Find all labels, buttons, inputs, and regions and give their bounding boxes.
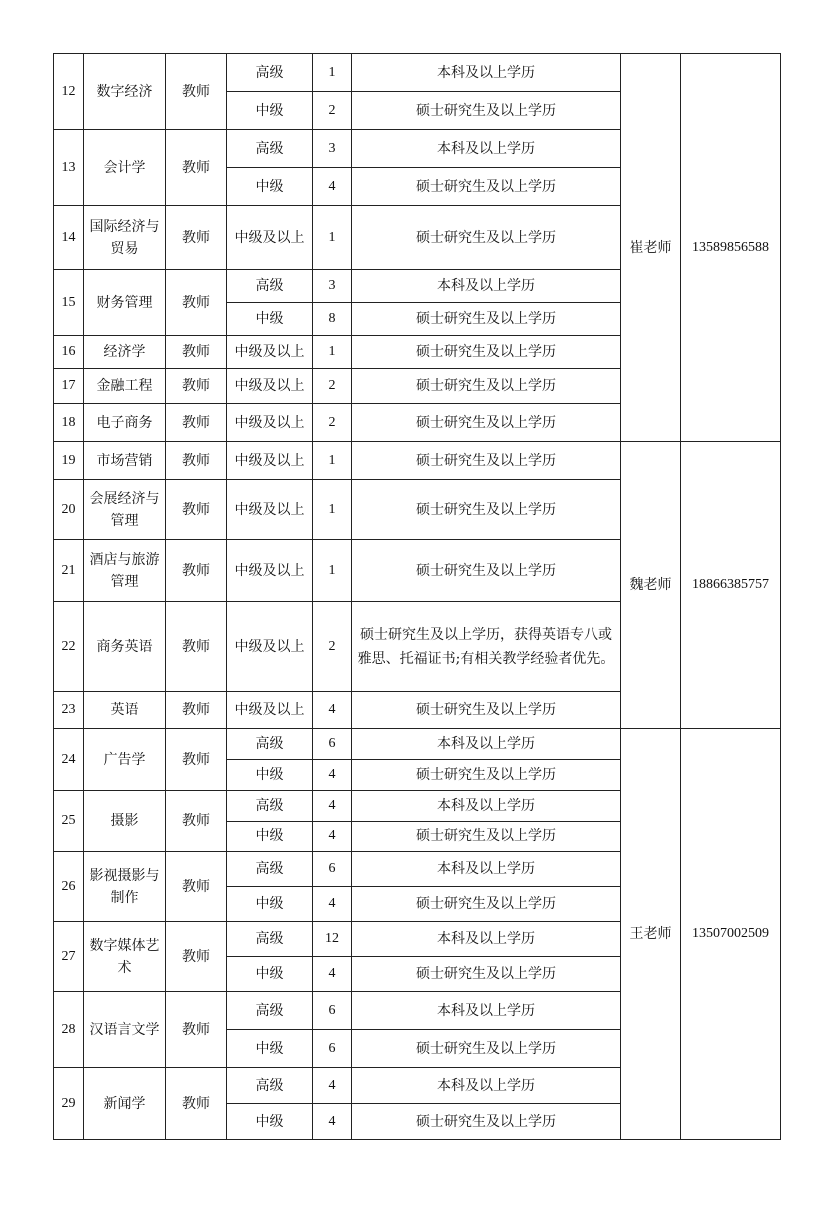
- row-number: 27: [54, 922, 84, 992]
- title-level: 中级及以上: [227, 369, 313, 404]
- education-requirement: 本科及以上学历: [352, 992, 621, 1030]
- position-title: 教师: [166, 692, 227, 729]
- headcount: 4: [313, 887, 352, 922]
- row-number: 18: [54, 404, 84, 442]
- headcount: 4: [313, 692, 352, 729]
- position-title: 教师: [166, 336, 227, 369]
- education-requirement: 硕士研究生及以上学历: [352, 303, 621, 336]
- education-requirement: 硕士研究生及以上学历: [352, 404, 621, 442]
- title-level: 高级: [227, 791, 313, 822]
- position-title: 教师: [166, 729, 227, 791]
- education-requirement: 本科及以上学历: [352, 1068, 621, 1104]
- major-name: 国际经济与贸易: [84, 206, 166, 270]
- row-number: 22: [54, 602, 84, 692]
- title-level: 高级: [227, 729, 313, 760]
- headcount: 4: [313, 821, 352, 852]
- position-title: 教师: [166, 404, 227, 442]
- row-number: 20: [54, 480, 84, 540]
- education-requirement: 本科及以上学历: [352, 729, 621, 760]
- row-number: 13: [54, 130, 84, 206]
- headcount: 6: [313, 852, 352, 887]
- row-number: 24: [54, 729, 84, 791]
- position-title: 教师: [166, 992, 227, 1068]
- headcount: 2: [313, 92, 352, 130]
- title-level: 中级及以上: [227, 692, 313, 729]
- position-title: 教师: [166, 791, 227, 852]
- education-requirement: 本科及以上学历: [352, 852, 621, 887]
- headcount: 8: [313, 303, 352, 336]
- education-requirement: 硕士研究生及以上学历: [352, 540, 621, 602]
- education-requirement: 硕士研究生及以上学历: [352, 1104, 621, 1140]
- row-number: 19: [54, 442, 84, 480]
- title-level: 中级及以上: [227, 602, 313, 692]
- education-requirement: 硕士研究生及以上学历: [352, 692, 621, 729]
- position-title: 教师: [166, 369, 227, 404]
- row-number: 14: [54, 206, 84, 270]
- headcount: 6: [313, 729, 352, 760]
- position-title: 教师: [166, 206, 227, 270]
- education-requirement: 本科及以上学历: [352, 270, 621, 303]
- major-name: 广告学: [84, 729, 166, 791]
- education-requirement: 硕士研究生及以上学历: [352, 336, 621, 369]
- row-number: 29: [54, 1068, 84, 1140]
- headcount: 1: [313, 442, 352, 480]
- education-requirement: 硕士研究生及以上学历: [352, 887, 621, 922]
- position-title: 教师: [166, 442, 227, 480]
- education-requirement: 硕士研究生及以上学历: [352, 92, 621, 130]
- headcount: 1: [313, 336, 352, 369]
- major-name: 经济学: [84, 336, 166, 369]
- title-level: 中级: [227, 303, 313, 336]
- headcount: 4: [313, 1068, 352, 1104]
- contact-name: 魏老师: [621, 442, 681, 729]
- major-name: 财务管理: [84, 270, 166, 336]
- title-level: 中级及以上: [227, 404, 313, 442]
- headcount: 2: [313, 369, 352, 404]
- headcount: 4: [313, 957, 352, 992]
- major-name: 酒店与旅游管理: [84, 540, 166, 602]
- position-title: 教师: [166, 1068, 227, 1140]
- title-level: 中级: [227, 168, 313, 206]
- education-requirement: 硕士研究生及以上学历: [352, 957, 621, 992]
- title-level: 中级: [227, 957, 313, 992]
- position-title: 教师: [166, 602, 227, 692]
- major-name: 市场营销: [84, 442, 166, 480]
- contact-phone: 18866385757: [681, 442, 781, 729]
- table-row: [54, 729, 781, 760]
- position-title: 教师: [166, 270, 227, 336]
- contact-name: 王老师: [621, 729, 681, 1140]
- row-number: 16: [54, 336, 84, 369]
- row-number: 17: [54, 369, 84, 404]
- headcount: 2: [313, 602, 352, 692]
- education-requirement: 硕士研究生及以上学历: [352, 480, 621, 540]
- table-row: [54, 54, 781, 92]
- major-name: 汉语言文学: [84, 992, 166, 1068]
- row-number: 12: [54, 54, 84, 130]
- education-requirement: 硕士研究生及以上学历: [352, 206, 621, 270]
- headcount: 6: [313, 1030, 352, 1068]
- major-name: 电子商务: [84, 404, 166, 442]
- education-requirement: 硕士研究生及以上学历: [352, 1030, 621, 1068]
- title-level: 高级: [227, 922, 313, 957]
- title-level: 高级: [227, 54, 313, 92]
- education-requirement: 硕士研究生及以上学历: [352, 821, 621, 852]
- education-requirement: 本科及以上学历: [352, 791, 621, 822]
- headcount: 3: [313, 130, 352, 168]
- contact-name: 崔老师: [621, 54, 681, 442]
- title-level: 高级: [227, 852, 313, 887]
- headcount: 4: [313, 760, 352, 791]
- row-number: 25: [54, 791, 84, 852]
- title-level: 高级: [227, 1068, 313, 1104]
- title-level: 高级: [227, 130, 313, 168]
- title-level: 中级及以上: [227, 480, 313, 540]
- headcount: 1: [313, 540, 352, 602]
- title-level: 中级及以上: [227, 442, 313, 480]
- headcount: 12: [313, 922, 352, 957]
- position-title: 教师: [166, 540, 227, 602]
- row-number: 26: [54, 852, 84, 922]
- title-level: 中级: [227, 1030, 313, 1068]
- position-title: 教师: [166, 54, 227, 130]
- major-name: 数字媒体艺术: [84, 922, 166, 992]
- major-name: 数字经济: [84, 54, 166, 130]
- headcount: 4: [313, 168, 352, 206]
- recruitment-table: [53, 53, 781, 1140]
- title-level: 高级: [227, 992, 313, 1030]
- education-requirement: 硕士研究生及以上学历: [352, 168, 621, 206]
- row-number: 21: [54, 540, 84, 602]
- title-level: 中级: [227, 887, 313, 922]
- headcount: 4: [313, 791, 352, 822]
- major-name: 英语: [84, 692, 166, 729]
- education-requirement: 硕士研究生及以上学历: [352, 442, 621, 480]
- position-title: 教师: [166, 480, 227, 540]
- title-level: 中级: [227, 821, 313, 852]
- major-name: 摄影: [84, 791, 166, 852]
- headcount: 6: [313, 992, 352, 1030]
- major-name: 金融工程: [84, 369, 166, 404]
- education-requirement: 硕士研究生及以上学历，获得英语专八或雅思、托福证书;有相关教学经验者优先。: [352, 602, 621, 692]
- headcount: 2: [313, 404, 352, 442]
- headcount: 4: [313, 1104, 352, 1140]
- title-level: 中级: [227, 1104, 313, 1140]
- title-level: 中级: [227, 92, 313, 130]
- major-name: 会计学: [84, 130, 166, 206]
- row-number: 15: [54, 270, 84, 336]
- headcount: 1: [313, 480, 352, 540]
- row-number: 23: [54, 692, 84, 729]
- title-level: 中级: [227, 760, 313, 791]
- major-name: 商务英语: [84, 602, 166, 692]
- education-requirement: 本科及以上学历: [352, 54, 621, 92]
- education-requirement: 硕士研究生及以上学历: [352, 369, 621, 404]
- contact-phone: 13589856588: [681, 54, 781, 442]
- education-requirement: 本科及以上学历: [352, 922, 621, 957]
- major-name: 新闻学: [84, 1068, 166, 1140]
- education-requirement: 硕士研究生及以上学历: [352, 760, 621, 791]
- title-level: 中级及以上: [227, 540, 313, 602]
- title-level: 中级及以上: [227, 336, 313, 369]
- table-row: [54, 442, 781, 480]
- position-title: 教师: [166, 922, 227, 992]
- headcount: 3: [313, 270, 352, 303]
- headcount: 1: [313, 54, 352, 92]
- row-number: 28: [54, 992, 84, 1068]
- title-level: 高级: [227, 270, 313, 303]
- major-name: 会展经济与管理: [84, 480, 166, 540]
- education-requirement: 本科及以上学历: [352, 130, 621, 168]
- headcount: 1: [313, 206, 352, 270]
- contact-phone: 13507002509: [681, 729, 781, 1140]
- position-title: 教师: [166, 130, 227, 206]
- title-level: 中级及以上: [227, 206, 313, 270]
- major-name: 影视摄影与制作: [84, 852, 166, 922]
- position-title: 教师: [166, 852, 227, 922]
